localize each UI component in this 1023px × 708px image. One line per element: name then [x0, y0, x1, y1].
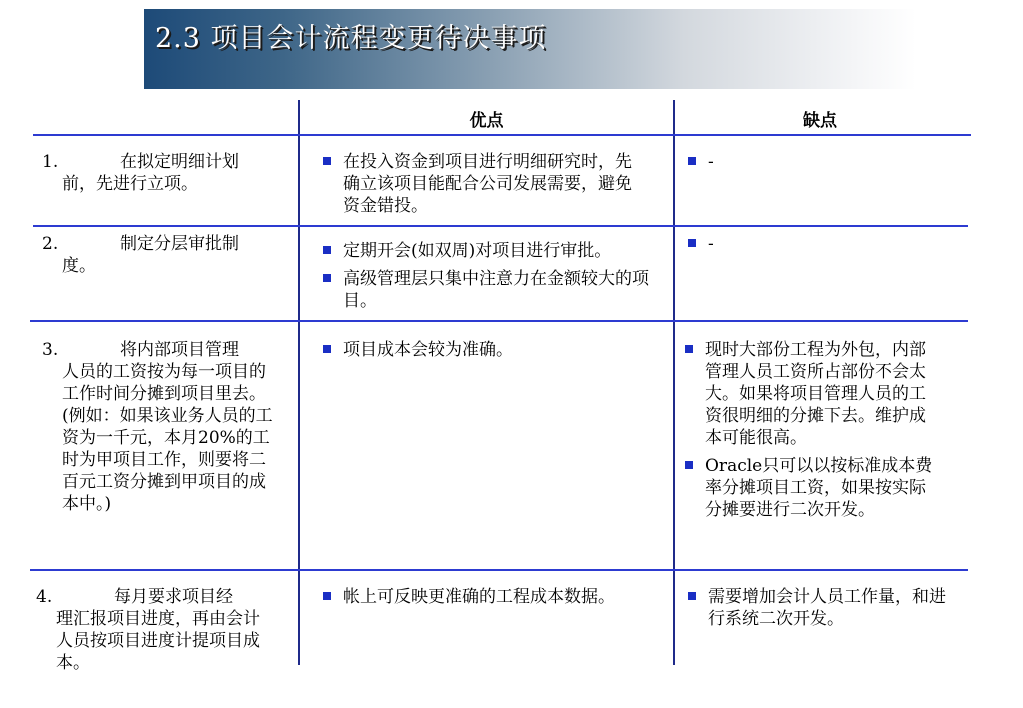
bullet-square-icon	[688, 239, 696, 247]
row-3-pros	[323, 339, 643, 367]
row-1-rest: 前，先进行立项。	[62, 174, 198, 194]
row-3-cons-bullet-2: Oracle只可以以按标准成本费率分摊项目工资，如果按实际分摊要进行二次开发。	[685, 455, 940, 521]
row-3-first-line: 将内部项目管理	[120, 340, 239, 360]
row-3-rest: 人员的工资按为每一项目的工作时间分摊到项目里去。(例如：如果该业务人员的工资为一千元，本月20%的工时为甲项目工作，则要将二百元工资分摊到甲项目的成本中。)	[62, 362, 273, 514]
bullet-square-icon	[323, 157, 331, 165]
bullet-square-icon	[323, 274, 331, 282]
row-1-cons	[688, 151, 948, 179]
row-2-first-line: 制定分层审批制	[120, 234, 239, 254]
bullet-square-icon	[688, 592, 696, 600]
row-3-number: 3.	[42, 340, 59, 360]
row-2-rest: 度。	[62, 256, 96, 276]
row-3-cons-bullet-1: 现时大部份工程为外包，内部管理人员工资所占部份不会太大。如果将项目管理人员的工资很明细的分摊下去。维护成本可能很高。	[685, 339, 935, 449]
row-4-item	[36, 586, 286, 674]
bullet-square-icon	[685, 345, 693, 353]
row-2-pros-bullet-1: 定期开会(如双周)对项目进行审批。	[323, 240, 673, 262]
row-divider-3	[30, 569, 968, 571]
row-2-cons	[688, 233, 948, 261]
bullet-square-icon	[323, 246, 331, 254]
row-4-pros-bullet-1: 帐上可反映更准确的工程成本数据。	[323, 586, 643, 608]
row-1-pros	[323, 151, 643, 223]
column-divider-1	[298, 100, 300, 665]
row-3-cons	[685, 339, 945, 527]
row-4-cons-bullet-1: 需要增加会计人员工作量，和进行系统二次开发。	[688, 586, 958, 630]
row-3-pros-bullet-1: 项目成本会较为准确。	[323, 339, 643, 361]
row-2-pros-bullet-2: 高级管理层只集中注意力在金额较大的项目。	[323, 268, 663, 312]
row-1-cons-bullet-1: -	[688, 151, 948, 173]
row-divider-2	[30, 320, 968, 322]
row-2-cons-bullet-1: -	[688, 233, 948, 255]
row-3-item	[42, 339, 292, 515]
row-4-cons	[688, 586, 958, 636]
row-2-item	[42, 233, 287, 277]
row-1-number: 1.	[42, 152, 59, 172]
column-divider-2	[673, 100, 675, 665]
row-4-number: 4.	[36, 587, 53, 607]
pros-header: 优点	[469, 111, 504, 131]
row-4-rest: 理汇报项目进度，再由会计人员按项目进度计提项目成本。	[56, 609, 260, 673]
cons-header: 缺点	[803, 111, 837, 131]
row-1-first-line: 在拟定明细计划	[120, 152, 239, 172]
row-1-item	[42, 151, 287, 195]
bullet-square-icon	[688, 157, 696, 165]
header-divider	[33, 134, 971, 136]
row-4-first-line: 每月要求项目经	[114, 587, 233, 607]
slide-title: 2.3 项目会计流程变更待决事项	[155, 23, 547, 54]
row-1-pros-bullet-1: 在投入资金到项目进行明细研究时，先确立该项目能配合公司发展需要，避免资金错投。	[323, 151, 643, 217]
row-4-pros	[323, 586, 643, 614]
bullet-square-icon	[323, 345, 331, 353]
bullet-square-icon	[323, 592, 331, 600]
row-divider-1	[33, 225, 968, 227]
row-2-number: 2.	[42, 234, 59, 254]
row-2-pros	[323, 240, 673, 318]
bullet-square-icon	[685, 461, 693, 469]
